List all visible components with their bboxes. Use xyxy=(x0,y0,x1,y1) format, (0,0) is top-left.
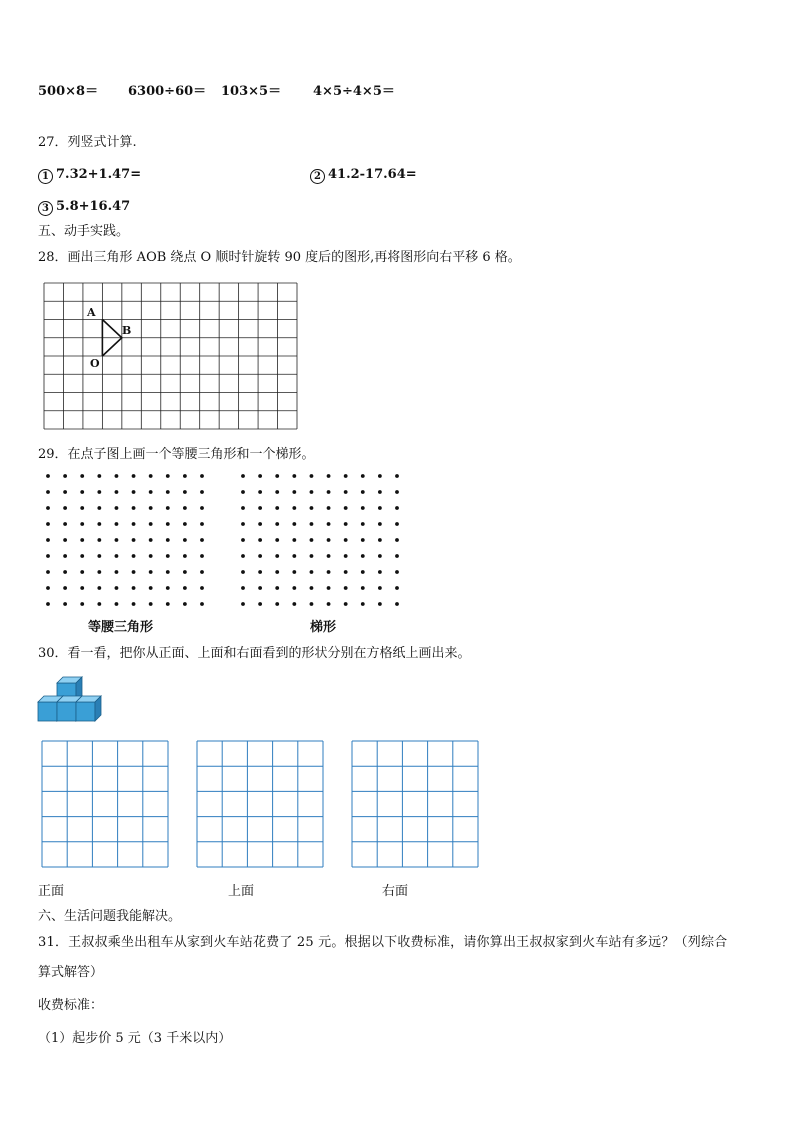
grid-dot xyxy=(275,554,279,558)
grid-dot xyxy=(63,506,67,510)
q31-line-2: 算式解答） xyxy=(38,965,104,980)
cube-stack-figure xyxy=(38,677,106,723)
grid-dot xyxy=(258,490,262,494)
grid-dot xyxy=(200,554,204,558)
grid-dot xyxy=(344,522,348,526)
grid-dot xyxy=(115,522,119,526)
grid-dot xyxy=(46,522,50,526)
grid-dot xyxy=(46,570,50,574)
grid-dot xyxy=(200,602,204,606)
grid-dot xyxy=(149,474,153,478)
grid-dot xyxy=(63,538,67,542)
grid-dot xyxy=(46,506,50,510)
q27-item-2-expr: 41.2-17.64= xyxy=(328,167,417,182)
grid-dot xyxy=(327,490,331,494)
grid-dot xyxy=(149,570,153,574)
front-view-caption: 正面 xyxy=(38,884,65,899)
grid-dot xyxy=(115,538,119,542)
grid-dot xyxy=(46,602,50,606)
grid-dot xyxy=(115,586,119,590)
grid-dot xyxy=(378,522,382,526)
grid-dot xyxy=(327,586,331,590)
grid-dot xyxy=(241,522,245,526)
point-b-label: B xyxy=(122,324,132,337)
grid-dot xyxy=(310,570,314,574)
grid-dot xyxy=(378,570,382,574)
grid-dot xyxy=(97,602,101,606)
grid-dot xyxy=(395,586,399,590)
grid-dot xyxy=(327,474,331,478)
grid-dot xyxy=(361,570,365,574)
grid-dot xyxy=(80,554,84,558)
grid-dot xyxy=(200,570,204,574)
grid-dot xyxy=(361,490,365,494)
grid-dot xyxy=(132,570,136,574)
grid-dot xyxy=(258,474,262,478)
grid-dot xyxy=(327,554,331,558)
grid-dot xyxy=(241,506,245,510)
grid-dot xyxy=(149,554,153,558)
calc-item-4: 4×5÷4×5＝ xyxy=(313,84,395,99)
q30-title: 30．看一看，把你从正面、上面和右面看到的形状分别在方格纸上画出来。 xyxy=(38,646,471,661)
top-view-grid xyxy=(197,741,323,867)
grid-dot xyxy=(344,586,348,590)
grid-dot xyxy=(275,586,279,590)
q27-item-3-number: 3 xyxy=(38,201,53,216)
grid-dot xyxy=(344,570,348,574)
grid-dot xyxy=(200,490,204,494)
grid-dot xyxy=(63,602,67,606)
grid-dot xyxy=(132,474,136,478)
grid-dot xyxy=(183,554,187,558)
grid-dot xyxy=(310,506,314,510)
dot-grid-left xyxy=(46,474,206,606)
grid-dot xyxy=(361,586,365,590)
grid-dot xyxy=(115,554,119,558)
calc-item-2: 6300÷60＝ xyxy=(128,84,207,99)
grid-dot xyxy=(378,538,382,542)
grid-dot xyxy=(46,474,50,478)
grid-dot xyxy=(310,602,314,606)
grid-dot xyxy=(115,570,119,574)
grid-dot xyxy=(378,506,382,510)
section-6-title: 六、生活问题我能解决。 xyxy=(38,909,182,924)
grid-dot xyxy=(97,490,101,494)
grid-dot xyxy=(80,522,84,526)
grid-dot xyxy=(115,506,119,510)
grid-dot xyxy=(183,474,187,478)
grid-dot xyxy=(275,490,279,494)
grid-dot xyxy=(361,522,365,526)
grid-dot xyxy=(344,474,348,478)
grid-dot xyxy=(80,490,84,494)
q31-line-1: 31．王叔叔乘坐出租车从家到火车站花费了 25 元。根据以下收费标准，请你算出王叔叔家到火车站有多远？（列综合 xyxy=(38,935,728,950)
grid-dot xyxy=(166,506,170,510)
grid-dot xyxy=(275,570,279,574)
q27-item-2 xyxy=(310,167,417,184)
grid-dot xyxy=(97,506,101,510)
grid-dot xyxy=(63,570,67,574)
grid-dot xyxy=(292,506,296,510)
grid-dot xyxy=(310,474,314,478)
fee-standard-label: 收费标准： xyxy=(38,998,104,1013)
grid-dot xyxy=(241,474,245,478)
grid-dot xyxy=(378,490,382,494)
calc-item-1: 500×8＝ xyxy=(38,84,99,99)
grid-dot xyxy=(241,554,245,558)
grid-dot xyxy=(275,538,279,542)
grid-dot xyxy=(344,506,348,510)
grid-dot xyxy=(292,522,296,526)
grid-dot xyxy=(327,538,331,542)
grid-dot xyxy=(361,602,365,606)
grid-dot xyxy=(275,506,279,510)
grid-dot xyxy=(80,602,84,606)
grid-dot xyxy=(115,490,119,494)
trapezoid-caption: 梯形 xyxy=(310,620,337,635)
rotation-grid xyxy=(44,283,297,429)
grid-dot xyxy=(275,602,279,606)
grid-dot xyxy=(80,570,84,574)
grid-dot xyxy=(63,490,67,494)
grid-dot xyxy=(395,602,399,606)
q27-item-3 xyxy=(38,199,130,216)
q27-item-1 xyxy=(38,167,141,184)
grid-dot xyxy=(327,506,331,510)
grid-dot xyxy=(200,522,204,526)
grid-dot xyxy=(149,490,153,494)
grid-dot xyxy=(149,586,153,590)
grid-dot xyxy=(97,586,101,590)
q27-item-2-number: 2 xyxy=(310,169,325,184)
grid-dot xyxy=(395,506,399,510)
grid-dot xyxy=(275,474,279,478)
grid-dot xyxy=(241,570,245,574)
fee-rule-1: （1）起步价 5 元（3 千米以内） xyxy=(38,1031,232,1046)
grid-dot xyxy=(149,506,153,510)
grid-dot xyxy=(80,474,84,478)
grid-dot xyxy=(132,602,136,606)
q27-item-3-expr: 5.8+16.47 xyxy=(56,199,131,214)
grid-dot xyxy=(63,474,67,478)
grid-dot xyxy=(258,570,262,574)
dot-grid-right xyxy=(241,474,401,606)
q27-item-1-number: 1 xyxy=(38,169,53,184)
grid-dot xyxy=(258,554,262,558)
q28-title: 28．画出三角形 AOB 绕点 O 顺时针旋转 90 度后的图形,再将图形向右平移 6 格。 xyxy=(38,250,521,265)
q29-title: 29．在点子图上画一个等腰三角形和一个梯形。 xyxy=(38,447,315,462)
grid-dot xyxy=(395,554,399,558)
grid-dot xyxy=(80,538,84,542)
grid-dot xyxy=(292,554,296,558)
grid-dot xyxy=(183,570,187,574)
grid-dot xyxy=(166,570,170,574)
grid-dot xyxy=(378,602,382,606)
front-view-grid xyxy=(42,741,168,867)
grid-dot xyxy=(183,490,187,494)
q27-item-1-expr: 7.32+1.47= xyxy=(56,167,142,182)
grid-dot xyxy=(97,522,101,526)
grid-dot xyxy=(183,602,187,606)
grid-dot xyxy=(115,474,119,478)
grid-dot xyxy=(132,554,136,558)
grid-dot xyxy=(241,602,245,606)
grid-dot xyxy=(149,522,153,526)
cube-front-face xyxy=(76,702,95,721)
point-a-label: A xyxy=(87,306,96,319)
grid-dot xyxy=(327,602,331,606)
section-5-title: 五、动手实践。 xyxy=(38,224,130,239)
grid-dot xyxy=(132,490,136,494)
grid-dot xyxy=(310,538,314,542)
grid-dot xyxy=(97,538,101,542)
grid-dot xyxy=(258,586,262,590)
grid-dot xyxy=(166,554,170,558)
cube-front-face xyxy=(57,702,76,721)
grid-dot xyxy=(344,490,348,494)
grid-dot xyxy=(97,570,101,574)
grid-dot xyxy=(63,586,67,590)
q27-title: 27．列竖式计算. xyxy=(38,135,137,150)
grid-dot xyxy=(46,490,50,494)
grid-dot xyxy=(361,474,365,478)
grid-dot xyxy=(258,602,262,606)
grid-dot xyxy=(310,490,314,494)
grid-dot xyxy=(310,522,314,526)
grid-dot xyxy=(46,586,50,590)
grid-dot xyxy=(292,538,296,542)
grid-dot xyxy=(292,490,296,494)
right-view-grid xyxy=(352,741,478,867)
grid-dot xyxy=(63,554,67,558)
grid-dot xyxy=(80,586,84,590)
top-view-caption: 上面 xyxy=(228,884,255,899)
grid-dot xyxy=(183,538,187,542)
cube-bottom-right xyxy=(76,696,101,721)
grid-dot xyxy=(132,538,136,542)
grid-dot xyxy=(115,602,119,606)
grid-dot xyxy=(395,474,399,478)
grid-dot xyxy=(258,522,262,526)
grid-dot xyxy=(183,586,187,590)
grid-dot xyxy=(241,490,245,494)
grid-dot xyxy=(292,602,296,606)
grid-dot xyxy=(200,586,204,590)
grid-dot xyxy=(241,538,245,542)
isosceles-triangle-caption: 等腰三角形 xyxy=(88,620,154,635)
grid-dot xyxy=(166,602,170,606)
grid-dot xyxy=(361,554,365,558)
grid-dot xyxy=(63,522,67,526)
grid-dot xyxy=(292,586,296,590)
grid-dot xyxy=(166,586,170,590)
grid-dot xyxy=(132,506,136,510)
grid-dot xyxy=(149,538,153,542)
grid-dot xyxy=(258,506,262,510)
grid-dot xyxy=(200,506,204,510)
grid-dot xyxy=(310,554,314,558)
point-o-label: O xyxy=(90,357,100,370)
grid-dot xyxy=(275,522,279,526)
grid-dot xyxy=(241,586,245,590)
grid-dot xyxy=(166,538,170,542)
grid-dot xyxy=(395,538,399,542)
grid-dot xyxy=(258,538,262,542)
grid-dot xyxy=(395,522,399,526)
calc-item-3: 103×5＝ xyxy=(221,84,282,99)
grid-dot xyxy=(46,554,50,558)
grid-dot xyxy=(97,474,101,478)
grid-dot xyxy=(183,506,187,510)
right-view-caption: 右面 xyxy=(382,884,409,899)
grid-dot xyxy=(361,538,365,542)
grid-dot xyxy=(292,474,296,478)
grid-dot xyxy=(292,570,296,574)
grid-dot xyxy=(149,602,153,606)
grid-dot xyxy=(46,538,50,542)
grid-dot xyxy=(327,570,331,574)
grid-dot xyxy=(166,522,170,526)
grid-dot xyxy=(166,474,170,478)
grid-dot xyxy=(166,490,170,494)
grid-dot xyxy=(97,554,101,558)
grid-dot xyxy=(132,522,136,526)
grid-dot xyxy=(378,586,382,590)
grid-dot xyxy=(183,522,187,526)
grid-dot xyxy=(344,538,348,542)
grid-dot xyxy=(327,522,331,526)
grid-dot xyxy=(310,586,314,590)
grid-dot xyxy=(344,554,348,558)
grid-dot xyxy=(395,570,399,574)
grid-dot xyxy=(80,506,84,510)
grid-dot xyxy=(200,538,204,542)
grid-dot xyxy=(378,474,382,478)
grid-dot xyxy=(200,474,204,478)
grid-dot xyxy=(132,586,136,590)
cube-front-face xyxy=(38,702,57,721)
grid-dot xyxy=(361,506,365,510)
grid-dot xyxy=(395,490,399,494)
grid-dot xyxy=(344,602,348,606)
grid-dot xyxy=(378,554,382,558)
